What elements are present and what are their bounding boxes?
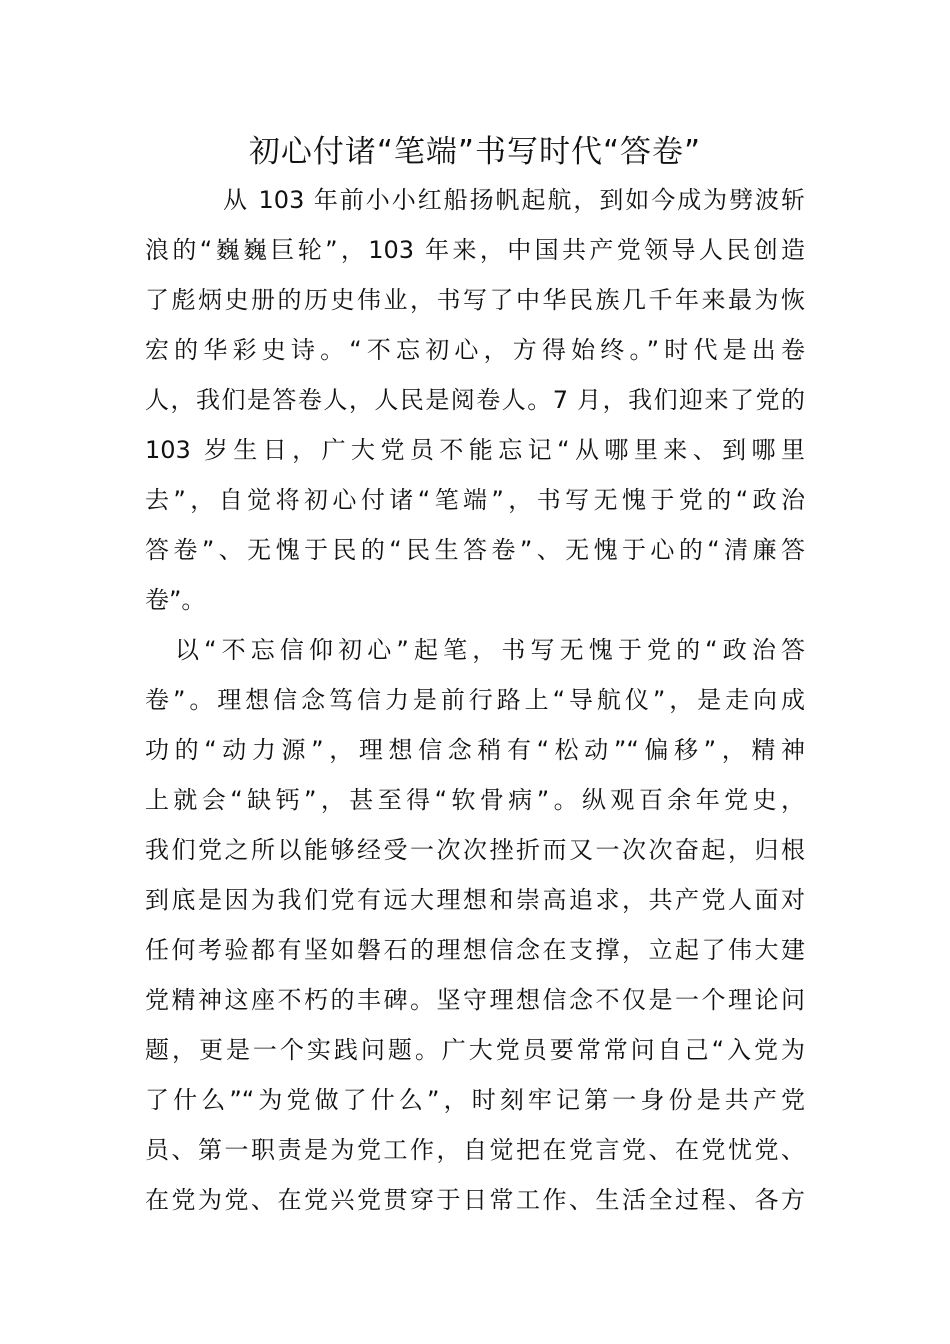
text-line: 功的“动力源”，理想信念稍有“松动”“偏移”，精神 (145, 736, 805, 764)
document-body (145, 175, 805, 1225)
text-line: 了彪炳史册的历史伟业，书写了中华民族几千年来最为恢 (145, 286, 805, 314)
text-line: 去”，自觉将初心付诸“笔端”，书写无愧于党的“政治 (145, 486, 805, 514)
text-line: 了什么”“为党做了什么”，时刻牢记第一身份是共产党 (145, 1086, 805, 1114)
text-line: 在党为党、在党兴党贯穿于日常工作、生活全过程、各方 (145, 1186, 805, 1214)
document-title: 初心付诸“笔端”书写时代“答卷” (248, 134, 702, 170)
text-line: 卷”。理想信念笃信力是前行路上“导航仪”，是走向成 (145, 686, 805, 714)
text-line: 党精神这座不朽的丰碑。坚守理想信念不仅是一个理论问 (145, 986, 805, 1014)
paragraph-1 (145, 175, 805, 625)
text-line: 题，更是一个实践问题。广大党员要常常问自己“入党为 (145, 1036, 805, 1064)
text-line: 员、第一职责是为党工作，自觉把在党言党、在党忧党、 (145, 1136, 805, 1164)
text-line: 答卷”、无愧于民的“民生答卷”、无愧于心的“清廉答 (145, 536, 805, 564)
text-line: 从 103 年前小小红船扬帆起航，到如今成为劈波斩 (223, 186, 805, 214)
text-line: 人，我们是答卷人，人民是阅卷人。7 月，我们迎来了党的 (145, 386, 805, 414)
text-line: 103 岁生日，广大党员不能忘记“从哪里来、到哪里 (145, 436, 805, 464)
text-line: 我们党之所以能够经受一次次挫折而又一次次奋起，归根 (145, 836, 805, 864)
paragraph-2 (145, 625, 805, 1225)
text-line: 浪的“巍巍巨轮”，103 年来，中国共产党领导人民创造 (145, 236, 805, 264)
text-line: 卷”。 (145, 586, 206, 614)
text-line: 以“不忘信仰初心”起笔，书写无愧于党的“政治答 (175, 636, 805, 664)
text-line: 上就会“缺钙”，甚至得“软骨病”。纵观百余年党史， (145, 786, 805, 814)
text-line: 到底是因为我们党有远大理想和崇高追求，共产党人面对 (145, 886, 805, 914)
text-line: 宏的华彩史诗。“不忘初心，方得始终。”时代是出卷 (145, 336, 805, 364)
text-line: 任何考验都有坚如磐石的理想信念在支撑，立起了伟大建 (145, 936, 805, 964)
